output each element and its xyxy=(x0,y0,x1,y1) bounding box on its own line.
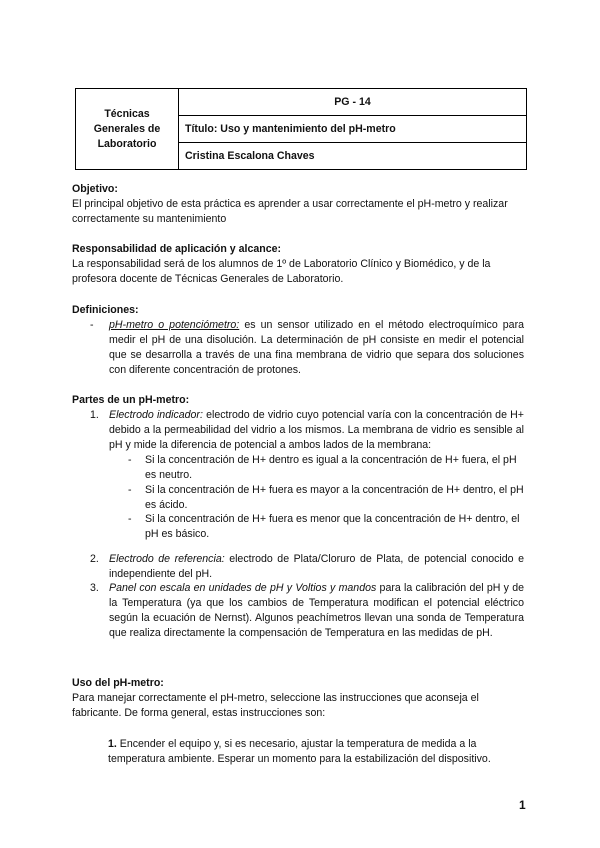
parte-item-2 xyxy=(92,552,524,582)
parte-text: electrodo de Plata/Cloruro de Plata, de potencial conocido e independiente del pH. xyxy=(109,553,524,580)
definiciones-heading: Definiciones: xyxy=(72,304,139,316)
document-author: Cristina Escalona Chaves xyxy=(179,143,527,170)
header-table xyxy=(75,88,527,170)
sub-item-text: Si la concentración de H+ dentro es igual a la concentración de H+ fuera, el pH es neutro. xyxy=(145,454,517,481)
sub-bullet: - xyxy=(128,484,132,496)
parte-text: para la calibración del pH y de la Temperatura (ya que los cambios de Temperatura modifican el potencial eléctrico según la ecuación de Nernst). Algunos peachímetros llevan una sonda de Temperatura que realiza directamente la compensación de Temperatura en las medidas de pH. xyxy=(109,582,525,639)
step-text: Encender el equipo y, si es necesario, ajustar la temperatura de medida a la temperatura ambiente. Esperar un momento para la estabilización del dispositivo. xyxy=(108,738,491,765)
objetivo-text: El principal objetivo de esta práctica es aprender a usar correctamente el pH-metro y realizar correctamente su mantenimiento xyxy=(72,198,508,225)
definition-text: es un sensor utilizado en el método electroquímico para medir el pH de una disolución. La determinación de pH consiste en medir el potencial que se desarrolla a través de una fina membrana de vidrio que separa dos soluciones con diferente concentración de protones. xyxy=(109,319,524,376)
sub-item-acido xyxy=(128,483,524,513)
parte-number: 3. xyxy=(90,582,99,594)
parte-number: 2. xyxy=(90,553,99,565)
objetivo-section xyxy=(72,182,524,227)
responsabilidad-text: La responsabilidad será de los alumnos de 1º de Laboratorio Clínico y Biomédico, y de la profesora docente de Técnicas Generales de Laboratorio. xyxy=(72,258,491,285)
partes-section xyxy=(72,393,524,408)
document-title: Título: Uso y mantenimiento del pH-metro xyxy=(179,116,527,143)
uso-text: Para manejar correctamente el pH-metro, seleccione las instrucciones que aconseja el fabricante. De forma general, estas instrucciones son: xyxy=(72,692,479,719)
page-number: 1 xyxy=(519,798,526,812)
objetivo-heading: Objetivo: xyxy=(72,183,118,195)
sub-item-basico xyxy=(128,512,524,542)
definition-item xyxy=(92,318,524,378)
department-cell: Técnicas Generales de Laboratorio xyxy=(76,89,179,170)
definition-term: pH-metro o potenciómetro: xyxy=(109,319,240,331)
parte-number: 1. xyxy=(90,409,99,421)
uso-section xyxy=(72,676,524,721)
parte-item-3 xyxy=(92,581,524,641)
responsabilidad-section xyxy=(72,242,524,287)
parte-term: Electrodo de referencia: xyxy=(109,553,225,565)
partes-heading: Partes de un pH-metro: xyxy=(72,394,190,406)
parte-item-1 xyxy=(92,408,524,453)
sub-bullet: - xyxy=(128,454,132,466)
document-code: PG - 14 xyxy=(179,89,527,116)
sub-item-text: Si la concentración de H+ fuera es menor que la concentración de H+ dentro, el pH es básico. xyxy=(145,513,520,540)
parte-term: Panel con escala en unidades de pH y Voltios y mandos xyxy=(109,582,377,594)
parte-text: electrodo de vidrio cuyo potencial varía con la concentración de H+ debido a la permeabilidad del vidrio a los mismos. La membrana de vidrio es sensible al pH y mide la diferencia de potencial a ambos lados de la membrana: xyxy=(109,409,524,451)
sub-bullet: - xyxy=(128,513,132,525)
uso-heading: Uso del pH-metro: xyxy=(72,677,164,689)
sub-item-text: Si la concentración de H+ fuera es mayor a la concentración de H+ dentro, el pH es ácido. xyxy=(145,484,524,511)
sub-item-neutro xyxy=(128,453,524,483)
definition-bullet: - xyxy=(90,319,94,331)
step-number: 1. xyxy=(108,738,117,750)
parte-term: Electrodo indicador: xyxy=(109,409,203,421)
responsabilidad-heading: Responsabilidad de aplicación y alcance: xyxy=(72,243,282,255)
uso-step-1 xyxy=(108,737,524,767)
definiciones-section xyxy=(72,303,524,318)
